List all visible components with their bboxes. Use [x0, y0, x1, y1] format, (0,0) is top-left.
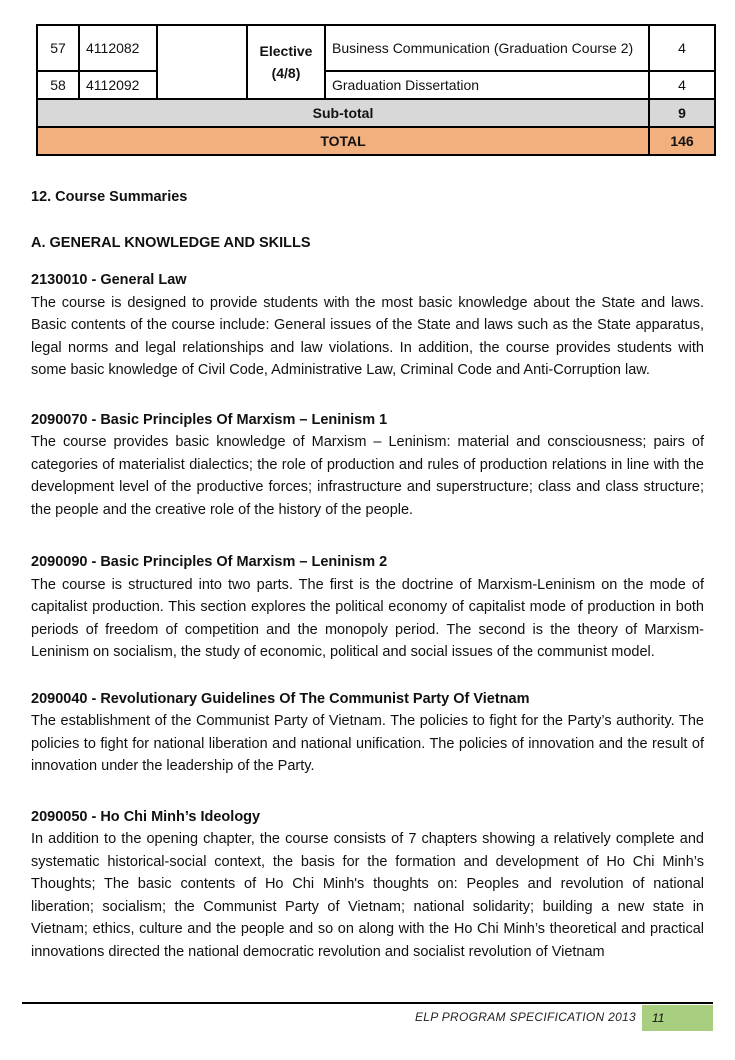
course-number: 58	[37, 71, 79, 99]
subsection-title: A. GENERAL KNOWLEDGE AND SKILLS	[31, 234, 311, 251]
course-name: Graduation Dissertation	[325, 71, 649, 99]
subtotal-value: 9	[649, 99, 715, 127]
course-summary	[31, 551, 704, 664]
subtotal-label: Sub-total	[37, 99, 649, 127]
course-description: The course provides basic knowledge of Marxism – Leninism: material and consciousness; pairs of categories of materialist dialectics; the role of production and rules of production relations in line with the development level of the productive forces; infrastructure and superstructure; class and class structure; the people and the creative role of the history of the people.	[31, 434, 704, 518]
total-value: 146	[649, 127, 715, 155]
table-row	[37, 25, 715, 71]
course-name: Business Communication (Graduation Course 2)	[325, 25, 649, 71]
course-description: The course is designed to provide students with the most basic knowledge about the State and laws. Basic contents of the course include: General issues of the State and laws such as the State apparatus, legal norms and legal relationships and law violations. In addition, the course provides students with some basic knowledge of Civil Code, Administrative Law, Criminal Code and Anti-Corruption law.	[31, 294, 704, 378]
category-cell	[247, 25, 325, 99]
course-credits: 4	[649, 71, 715, 99]
table-row	[37, 71, 715, 99]
page-number: 11	[642, 1005, 713, 1031]
footer-divider	[22, 1002, 713, 1004]
course-title: 2090070 - Basic Principles Of Marxism – Leninism 1	[31, 411, 388, 428]
course-title: 2090090 - Basic Principles Of Marxism – Leninism 2	[31, 554, 388, 570]
course-summary	[31, 269, 704, 382]
empty-cell	[157, 25, 247, 99]
course-description: In addition to the opening chapter, the course consists of 7 chapters showing a relatively complete and systematic historical-social context, the basis for the formation and development of Ho Chi Minh’s Thoughts; The basic contents of Ho Chi Minh's thoughts on: Peoples and revolution of national liberation; socialism; the Communist Party of Vietnam; national solidarity; building a new state in Vietnam; ethics, culture and the people and so on along with the Ho Chi Minh’s theoretical and practical innovations directed the national democratic revolution and socialist revolution of Vietnam	[31, 831, 704, 960]
category-label: Elective	[259, 43, 313, 59]
curriculum-table	[36, 24, 716, 156]
subtotal-row	[37, 99, 715, 127]
course-code: 4112082	[79, 25, 157, 71]
course-title: 2130010 - General Law	[31, 272, 187, 288]
course-summary	[31, 688, 704, 778]
course-description: The establishment of the Communist Party of Vietnam. The policies to fight for the Party’s authority. The policies to fight for national liberation and national unification. The policies of innovation and the result of innovation under the leadership of the Party.	[31, 713, 704, 774]
section-title: 12. Course Summaries	[31, 189, 188, 205]
course-title: 2090050 - Ho Chi Minh’s Ideology	[31, 808, 261, 825]
course-summary	[31, 806, 704, 964]
course-credits: 4	[649, 25, 715, 71]
course-code: 4112092	[79, 71, 157, 99]
total-label: TOTAL	[37, 127, 649, 155]
course-summary	[31, 409, 704, 522]
course-description: The course is structured into two parts. The first is the doctrine of Marxism-Leninism on the mode of capitalist production. This section explores the political economy of capitalist mode of production in both periods of freedom of competition and the monopoly period. The second is the theory of Marxism-Leninism on socialism, the study of economic, political and social issues of the communist model.	[31, 576, 704, 660]
total-row	[37, 127, 715, 155]
category-ratio: (4/8)	[271, 65, 301, 81]
course-number: 57	[37, 25, 79, 71]
course-title: 2090040 - Revolutionary Guidelines Of The Communist Party Of Vietnam	[31, 690, 530, 707]
footer-title: ELP PROGRAM SPECIFICATION 2013	[414, 1010, 636, 1024]
course-summaries	[31, 186, 704, 963]
